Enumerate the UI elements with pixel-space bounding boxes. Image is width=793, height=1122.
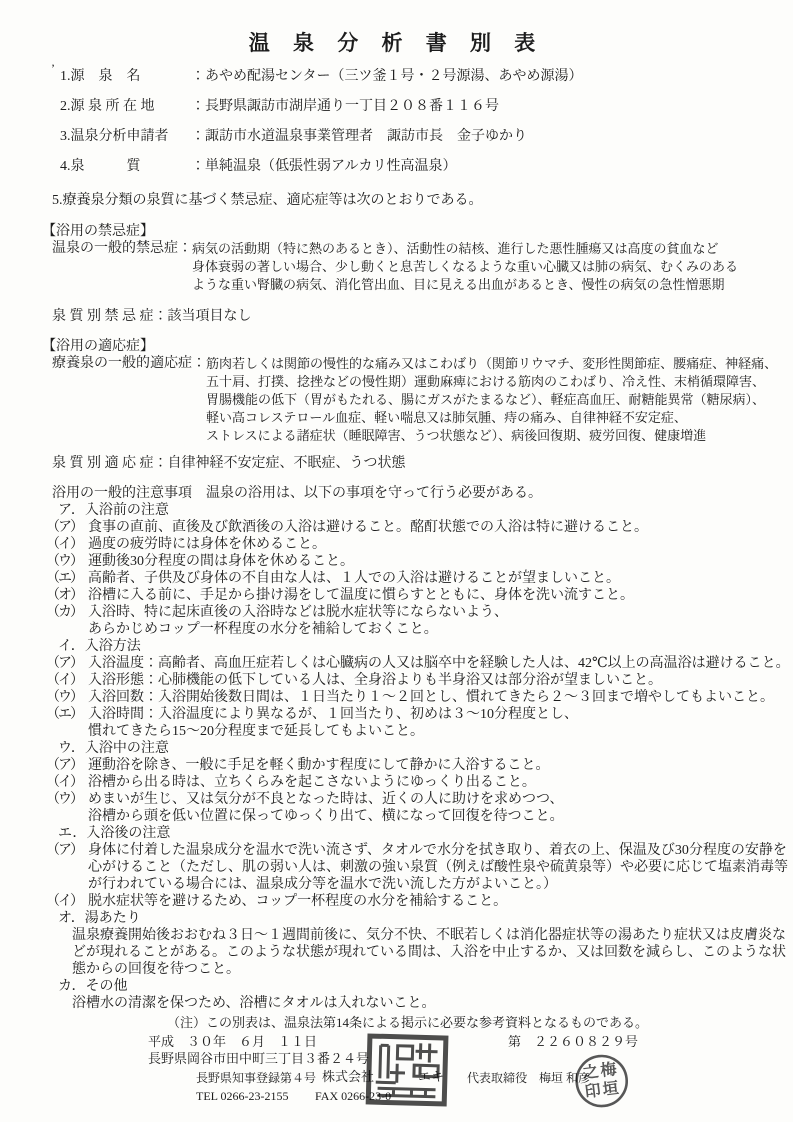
item-marker: （ウ）	[46, 554, 82, 569]
text-line: 心がけること（ただし、肌の弱い人は、刺激の強い泉質（例えば酸性泉や硫黄泉等）や必要に応じて塩素消毒等	[88, 860, 788, 875]
precaution-section-heading: カ．その他	[58, 979, 128, 994]
indications-by-quality	[52, 455, 793, 472]
precaution-item	[46, 519, 793, 536]
item-marker: （エ）	[46, 707, 82, 722]
company-seal-stamp	[365, 1033, 449, 1112]
precaution-item	[46, 774, 793, 791]
general-contraindications	[52, 240, 793, 294]
precaution-item	[46, 553, 793, 570]
text-line: 入浴時間：入浴温度により異なるが、１回当たり、初めは３～10分程度とし、	[88, 707, 578, 722]
text-line: 入浴回数：入浴開始後数日間は、１日当たり１～２回とし、慣れてきたら２～３回まで増やしてもよいこと。	[88, 690, 774, 705]
header-item-value: ：諏訪市水道温泉事業管理者 諏訪市長 金子ゆかり	[191, 129, 527, 144]
item-marker: （ア）	[46, 520, 82, 535]
indications-section-title: 【浴用の適応症】	[42, 339, 154, 354]
precaution-item	[46, 570, 793, 587]
precaution-item	[46, 757, 793, 774]
header-item-value: ：長野県諏訪市湖岸通り一丁目２０８番１１６号	[191, 99, 499, 114]
contraindications-by-quality-value: 該当項目なし	[167, 309, 252, 324]
text-line: 病気の活動期（特に熱のあるとき）、活動性の結核、進行した悪性腫瘍又は高度の貧血など	[192, 241, 719, 256]
header-item-spring-quality	[60, 158, 793, 175]
contraindications-by-quality	[52, 308, 793, 325]
text-line: 入浴形態：心肺機能の低下している人は、全身浴よりも半身浴又は部分浴が望ましいこと。	[88, 673, 662, 688]
text-line: ストレスによる諸症状（睡眠障害、うつ状態など）、病後回復期、疲労回復、健康増進	[206, 428, 707, 443]
registration-number: 長野県知事登録第４号	[196, 1071, 317, 1085]
header-item-label: 2.源 泉 所 在 地	[60, 99, 155, 114]
contraindications-by-quality-label: 泉 質 別 禁 忌 症：	[52, 309, 168, 324]
item-marker: （エ）	[46, 571, 82, 586]
text-line: 慣れてきたら15～20分程度まで延長してもよいこと。	[88, 724, 424, 739]
precaution-item	[46, 655, 793, 672]
text-line: 五十肩、打撲、捻挫などの慢性期）運動麻痺における筋肉のこわばり、冷え性、末梢循環障害、	[206, 374, 766, 389]
precaution-section-heading: エ．入浴後の注意	[58, 826, 171, 841]
general-indications	[52, 355, 793, 445]
precaution-item	[46, 842, 793, 893]
text-line: ような重い腎臓の病気、消化管出血、目に見える出血があるとき、慢性の病気の急性憎悪期	[192, 277, 725, 292]
precaution-item	[46, 672, 793, 689]
document-number: 第 ２２６０８２９号	[508, 1034, 639, 1049]
item-marker: （ア）	[46, 758, 82, 773]
item-marker: （イ）	[46, 894, 82, 909]
item-marker: （ア）	[46, 656, 82, 671]
item-marker: （オ）	[46, 588, 82, 603]
seal-char: 印	[583, 1082, 602, 1102]
seal-char: 垣	[601, 1080, 620, 1099]
indications-by-quality-label: 泉 質 別 適 応 症：	[52, 456, 168, 471]
representative-seal-stamp	[570, 1050, 633, 1117]
text-line: 胃腸機能の低下（胃がもたれる、腸にガスがたまるなど）、軽症高血圧、耐糖能異常（糖尿病）、	[206, 392, 766, 407]
precaution-item	[46, 604, 793, 638]
precaution-item	[46, 689, 793, 706]
text-line: 過度の疲労時には身体を休めること。	[88, 537, 326, 552]
general-indications-text	[206, 355, 777, 445]
text-line: 食事の直前、直後及び飲酒後の入浴は避けること。酩酊状態での入浴は特に避けること。	[88, 520, 648, 535]
tel-number: TEL 0266-23-2155	[196, 1089, 289, 1103]
footer-block	[0, 1031, 793, 1122]
precaution-item	[46, 893, 793, 910]
issue-date: 平成 ３０年 ６月 １１日	[148, 1034, 318, 1049]
general-contraindications-text	[192, 240, 738, 294]
representative-seal-icon	[570, 1050, 632, 1112]
precaution-section-heading: ウ．入浴中の注意	[58, 741, 169, 756]
precautions-intro: 浴用の一般的注意事項 温泉の浴用は、以下の事項を守って行う必要がある。	[52, 486, 542, 501]
seal-char: 梅	[599, 1061, 618, 1081]
text-line: 入浴時、特に起床直後の入浴時などは脱水症状等にならないよう、	[88, 605, 508, 620]
header-item-source-location	[60, 98, 793, 115]
precaution-item	[46, 791, 793, 825]
stray-mark: ’	[51, 61, 55, 75]
text-line: 浴槽から頭を低い位置に保ってゆっくり出て、横になって回復を待つこと。	[88, 809, 564, 824]
indications-by-quality-value: 自律神経不安定症、不眠症、うつ状態	[167, 456, 406, 471]
precaution-item	[46, 706, 793, 740]
text-line: 温泉療養開始後おおむね３日～１週間前後に、気分不快、不眠若しくは消化器症状等の湯あたり症状又は皮膚炎な	[72, 928, 786, 943]
precaution-section-heading: オ．湯あたり	[58, 911, 141, 926]
intro-item-5: 5.療養泉分類の泉質に基づく禁忌症、適応症等は次のとおりである。	[52, 193, 483, 208]
text-line: 筋肉若しくは関節の慢性的な痛み又はこわばり（関節リウマチ、変形性関節症、腰痛症、神経痛、	[206, 356, 778, 371]
item-marker: （イ）	[46, 537, 82, 552]
text-line: 軽い高コレステロール血症、軽い喘息又は肺気腫、痔の痛み、自律神経不安定症、	[206, 410, 687, 425]
precaution-body	[72, 995, 793, 1012]
text-line: どが現れることがある。このような状態が現れている間は、入浴を中止するか、又は回数を減らし、このような状	[72, 945, 786, 960]
text-line: 浴槽から出る時は、立ちくらみを起こさないようにゆっくり出ること。	[88, 775, 536, 790]
company-seal-icon	[365, 1033, 449, 1107]
item-marker: （イ）	[46, 673, 82, 688]
representative-name: 代表取締役 梅垣 和彦	[467, 1071, 591, 1085]
legal-note: （注）この別表は、温泉法第14条による掲示に必要な参考資料となるものである。	[167, 1015, 649, 1030]
item-marker: （イ）	[46, 775, 82, 790]
text-line: 入浴温度：高齢者、高血圧症若しくは心臓病の人又は脳卒中を経験した人は、42℃以上の高温浴は避けること。	[88, 656, 790, 671]
precaution-section-heading: イ．入浴方法	[58, 639, 141, 654]
general-indications-label: 療養泉の一般的適応症：	[52, 356, 206, 371]
text-line: 浴槽に入る前に、手足から掛け湯をして温度に慣らすとともに、身体を洗い流すこと。	[88, 588, 634, 603]
header-item-source-name	[60, 68, 793, 85]
header-items	[60, 68, 793, 175]
general-contraindications-label: 温泉の一般的禁忌症：	[52, 241, 192, 256]
text-line: 脱水症状等を避けるため、コップ一杯程度の水分を補給すること。	[88, 894, 508, 909]
text-line: 態からの回復を待つこと。	[72, 962, 240, 977]
text-line: 浴槽水の清潔を保つため、浴槽にタオルは入れないこと。	[72, 996, 436, 1011]
precaution-item	[46, 536, 793, 553]
fax-number: FAX 0266-23-0	[315, 1089, 392, 1103]
precaution-section-heading: ア．入浴前の注意	[58, 503, 169, 518]
text-line: あらかじめコップ一杯程度の水分を補給しておくこと。	[88, 622, 438, 637]
text-line: めまいが生じ、又は気分が不良となった時は、近くの人に助けを求めつつ、	[88, 792, 564, 807]
text-line: 運動後30分程度の間は身体を休めること。	[88, 554, 354, 569]
company-name-suffix: エキ	[418, 1069, 445, 1084]
header-item-value: ：単純温泉（低張性弱アルカリ性高温泉）	[191, 159, 457, 174]
header-item-label: 1.源 泉 名	[60, 69, 141, 84]
item-marker: （カ）	[46, 605, 82, 620]
header-item-applicant	[60, 128, 793, 145]
precaution-item	[46, 587, 793, 604]
text-line: が行われている場合には、温泉成分等を温水で洗い流した方がよいこと。）	[88, 877, 557, 892]
company-address: 長野県岡谷市田中町三丁目３番２４号	[148, 1051, 370, 1066]
header-item-label: 3.温泉分析申請者	[60, 129, 169, 144]
header-item-label: 4.泉 質	[60, 159, 141, 174]
text-line: 高齢者、子供及び身体の不自由な人は、１人での入浴は避けることが望ましいこと。	[88, 571, 620, 586]
company-name-prefix: 株式会社	[322, 1069, 375, 1084]
text-line: 身体衰弱の著しい場合、少し動くと息苦しくなるような重い心臓又は肺の病気、むくみのある	[192, 259, 739, 274]
text-line: 身体に付着した温泉成分を温水で洗い流さず、タオルで水分を拭き取り、着衣の上、保温及び30分程度の安静を	[88, 843, 787, 858]
text-line: 運動浴を除き、一般に手足を軽く動かす程度にして静かに入浴すること。	[88, 758, 550, 773]
header-item-value: ：あやめ配湯センター（三ツ釜１号・２号源湯、あやめ源湯）	[191, 69, 583, 84]
contraindications-section-title: 【浴用の禁忌症】	[42, 224, 154, 239]
item-marker: （ウ）	[46, 690, 82, 705]
document-title: 温 泉 分 析 書 別 表	[248, 31, 545, 55]
seal-char: 之	[581, 1063, 600, 1083]
item-marker: （ア）	[46, 843, 82, 858]
item-marker: （ウ）	[46, 792, 82, 807]
precaution-body	[72, 927, 793, 978]
